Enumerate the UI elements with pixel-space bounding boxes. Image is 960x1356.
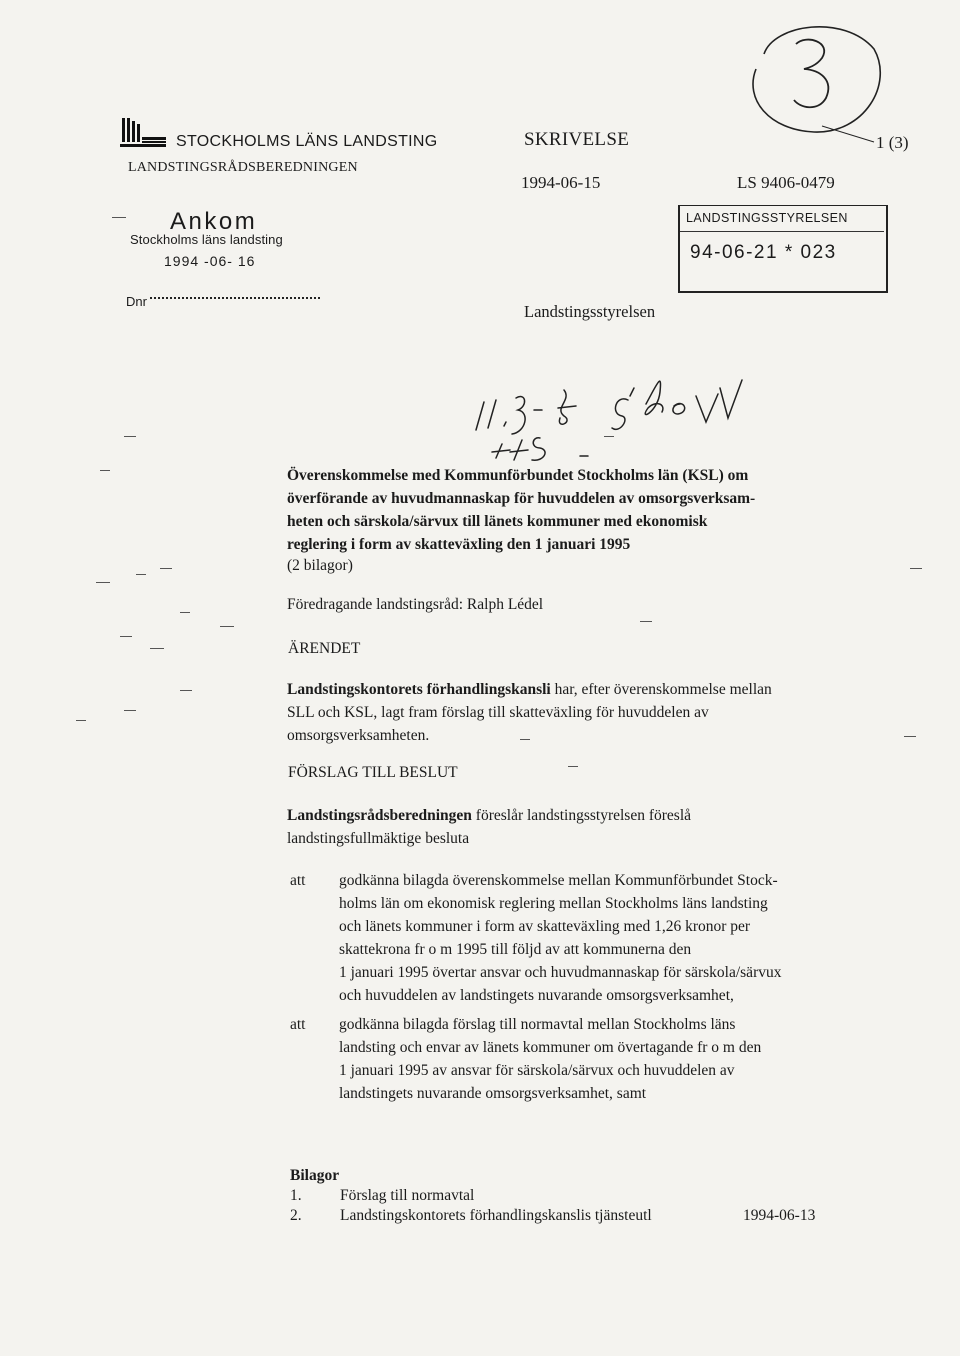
bilaga-2-number: 2. [290,1207,302,1224]
att-1-line-2: holms län om ekonomisk reglering mellan Stockholms läns landsting [339,895,768,912]
att-2-line-1: godkänna bilagda förslag till normavtal mellan Stockholms läns [339,1016,736,1033]
document-type: SKRIVELSE [524,129,630,150]
bilaga-2-text: Landstingskontorets förhandlingskanslis tjänsteutl [340,1207,652,1224]
received-stamp-date: 1994 -06- 16 [164,253,256,269]
arendet-line-1-bold: Landstingskontorets förhandlingskansli [287,681,551,698]
handwritten-annotation [470,352,790,462]
registry-stamp-title: LANDSTINGSSTYRELSEN [686,211,848,225]
landsting-logo [120,118,166,150]
recipient: Landstingsstyrelsen [524,302,656,321]
bilaga-1-number: 1. [290,1187,302,1204]
forslag-intro-bold: Landstingsrådsberedningen [287,807,472,824]
arendet-line-1-rest: har, efter överenskommelse mellan [550,681,772,698]
bilagor-heading: Bilagor [290,1167,340,1184]
forslag-heading: FÖRSLAG TILL BESLUT [288,764,458,781]
arendet-heading: ÄRENDET [288,640,361,657]
circled-page-number [734,14,884,144]
document-date: 1994-06-15 [521,173,601,192]
organization-department: LANDSTINGSRÅDSBEREDNINGEN [128,160,358,175]
subject-line-4: reglering i form av skatteväxling den 1 januari 1995 [287,536,631,553]
att-1-line-1: godkänna bilagda överenskommelse mellan Kommunförbundet Stock- [339,872,778,889]
received-stamp-org: Stockholms läns landsting [130,232,283,247]
dnr-dotted-line [150,297,320,299]
document-reference: LS 9406-0479 [737,173,835,192]
forslag-intro-line-2: landstingsfullmäktige besluta [287,830,470,847]
presenter: Föredragande landstingsråd: Ralph Lédel [287,596,544,613]
arendet-line-3: omsorgsverksamheten. [287,727,430,744]
bilaga-2-date: 1994-06-13 [743,1207,816,1224]
att-marker-2: att [290,1016,306,1033]
forslag-intro-line-1 [287,805,887,827]
subject-line-1: Överenskommelse med Kommunförbundet Stockholms län (KSL) om [287,467,749,484]
arendet-line-1 [287,679,887,701]
received-stamp-title: Ankom [170,208,258,235]
subject-attachments: (2 bilagor) [287,557,353,574]
forslag-intro-rest: föreslår landstingsstyrelsen föreslå [471,807,692,824]
registry-stamp-divider [680,231,884,232]
arendet-line-2: SLL och KSL, lagt fram förslag till skatteväxling för huvuddelen av [287,704,709,721]
subject-line-2: överförande av huvudmannaskap för huvuddelen av omsorgsverksam- [287,490,756,507]
registry-stamp-number: 94-06-21 * 023 [690,242,837,263]
att-1-line-3: och länets kommuner i form av skatteväxling med 1,26 kronor per [339,918,751,935]
att-marker-1: att [290,872,306,889]
att-2-line-4: landstingets nuvarande omsorgsverksamhet, samt [339,1085,647,1102]
att-1-line-5: 1 januari 1995 övertar ansvar och huvudmannaskap för särskola/särvux [339,964,782,981]
att-1-line-6: och huvuddelen av landstingets nuvarande omsorgsverksamhet, [339,987,734,1004]
organization-name: STOCKHOLMS LÄNS LANDSTING [176,133,438,150]
att-2-line-2: landsting och envar av länets kommuner om övertagande fr o m den [339,1039,762,1056]
att-1-line-4: skattekrona fr o m 1995 till följd av att kommunerna den [339,941,692,958]
dnr-label: Dnr [126,294,147,309]
page-count: 1 (3) [876,133,909,152]
circled-page-number-text: 3 [809,84,810,85]
bilaga-1-text: Förslag till normavtal [340,1187,475,1204]
att-2-line-3: 1 januari 1995 av ansvar för särskola/särvux och huvuddelen av [339,1062,735,1079]
subject-line-3: heten och särskola/särvux till länets kommuner med ekonomisk [287,513,708,530]
